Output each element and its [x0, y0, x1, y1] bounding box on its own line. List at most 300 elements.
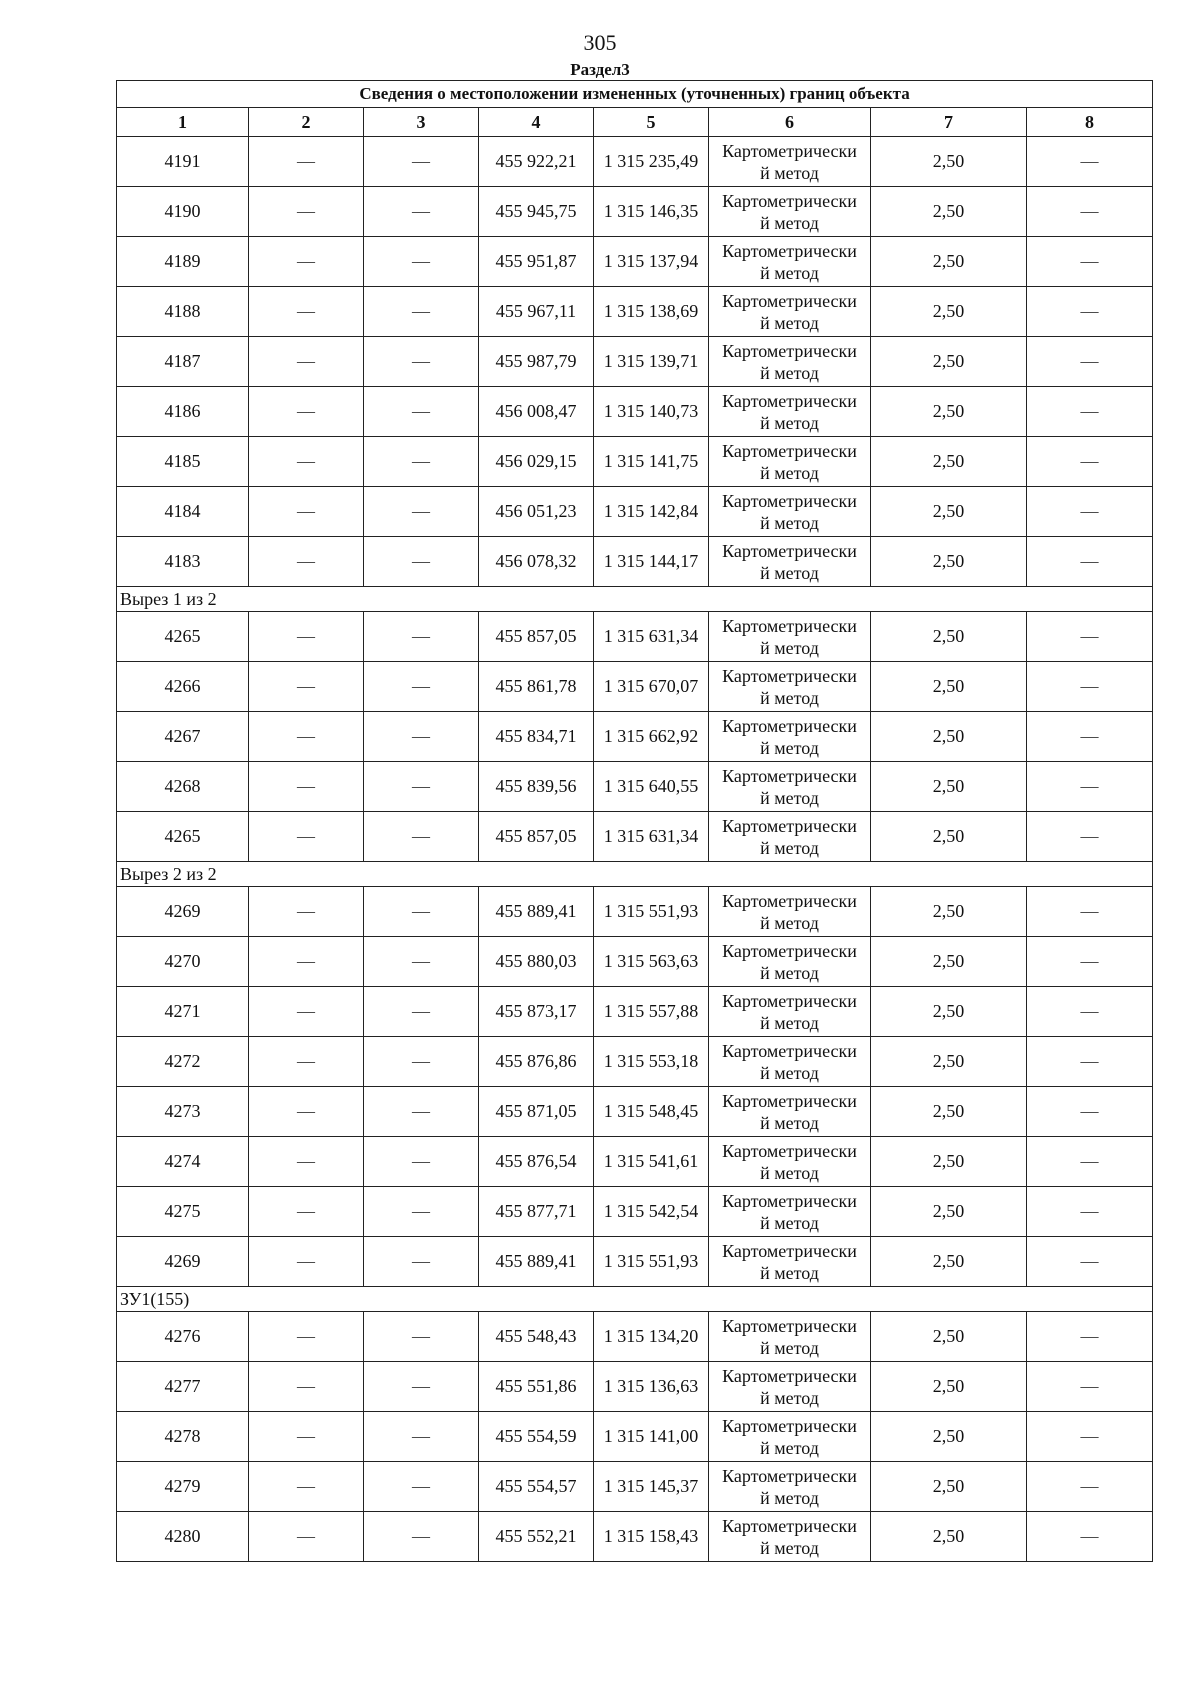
method: [709, 987, 871, 1037]
table-row: [117, 1462, 1153, 1512]
col2-dash: —: [249, 1087, 364, 1137]
point-number: 4188: [117, 287, 249, 337]
method-line-2: й метод: [760, 637, 819, 658]
method: [709, 237, 871, 287]
method-line-1: Картометрически: [722, 1465, 857, 1486]
col3-dash: —: [364, 812, 479, 862]
method: [709, 1462, 871, 1512]
method: [709, 812, 871, 862]
method-line-2: й метод: [760, 212, 819, 233]
col8-dash: —: [1027, 1362, 1153, 1412]
col2-dash: —: [249, 762, 364, 812]
col3-dash: —: [364, 712, 479, 762]
coord-y: 1 315 134,20: [594, 1312, 709, 1362]
col2-dash: —: [249, 812, 364, 862]
accuracy: 2,50: [871, 1412, 1027, 1462]
coord-y: 1 315 139,71: [594, 337, 709, 387]
coord-x: 455 554,59: [479, 1412, 594, 1462]
col2-dash: —: [249, 337, 364, 387]
method: [709, 287, 871, 337]
method-line-1: Картометрически: [722, 190, 857, 211]
method-line-2: й метод: [760, 687, 819, 708]
coord-x: 455 857,05: [479, 812, 594, 862]
coordinates-table: [116, 80, 1153, 1562]
col2-dash: —: [249, 487, 364, 537]
table-row: [117, 287, 1153, 337]
col3-dash: —: [364, 187, 479, 237]
table-row: [117, 1312, 1153, 1362]
method-line-2: й метод: [760, 962, 819, 983]
col3-dash: —: [364, 1512, 479, 1562]
col8-dash: —: [1027, 812, 1153, 862]
coord-x: 455 861,78: [479, 662, 594, 712]
method-line-1: Картометрически: [722, 140, 857, 161]
method-line-1: Картометрически: [722, 765, 857, 786]
point-number: 4185: [117, 437, 249, 487]
point-number: 4280: [117, 1512, 249, 1562]
table-title: Сведения о местоположении измененных (уточненных) границ объекта: [117, 81, 1153, 108]
accuracy: 2,50: [871, 812, 1027, 862]
accuracy: 2,50: [871, 187, 1027, 237]
column-number: 3: [364, 108, 479, 137]
method-line-1: Картометрически: [722, 1190, 857, 1211]
col8-dash: —: [1027, 712, 1153, 762]
col2-dash: —: [249, 237, 364, 287]
point-number: 4265: [117, 612, 249, 662]
table-row: [117, 1362, 1153, 1412]
coord-y: 1 315 557,88: [594, 987, 709, 1037]
coord-x: 456 029,15: [479, 437, 594, 487]
coord-y: 1 315 548,45: [594, 1087, 709, 1137]
table-row: [117, 537, 1153, 587]
method-line-1: Картометрически: [722, 540, 857, 561]
col2-dash: —: [249, 187, 364, 237]
table-row: [117, 487, 1153, 537]
coord-x: 455 889,41: [479, 1237, 594, 1287]
coord-x: 455 922,21: [479, 137, 594, 187]
col8-dash: —: [1027, 437, 1153, 487]
group-label-row: [117, 862, 1153, 887]
coord-x: 455 857,05: [479, 612, 594, 662]
accuracy: 2,50: [871, 1312, 1027, 1362]
col8-dash: —: [1027, 937, 1153, 987]
coord-x: 455 871,05: [479, 1087, 594, 1137]
accuracy: 2,50: [871, 387, 1027, 437]
col3-dash: —: [364, 1412, 479, 1462]
method: [709, 1237, 871, 1287]
point-number: 4273: [117, 1087, 249, 1137]
column-number: 2: [249, 108, 364, 137]
method: [709, 1137, 871, 1187]
accuracy: 2,50: [871, 1462, 1027, 1512]
method-line-2: й метод: [760, 1387, 819, 1408]
coord-y: 1 315 142,84: [594, 487, 709, 537]
col3-dash: —: [364, 287, 479, 337]
table-row: [117, 1087, 1153, 1137]
coord-y: 1 315 141,75: [594, 437, 709, 487]
method-line-2: й метод: [760, 562, 819, 583]
method-line-1: Картометрически: [722, 1515, 857, 1536]
col2-dash: —: [249, 1462, 364, 1512]
table-row: [117, 937, 1153, 987]
method-line-1: Картометрически: [722, 1315, 857, 1336]
table-row: [117, 437, 1153, 487]
col2-dash: —: [249, 612, 364, 662]
col2-dash: —: [249, 1187, 364, 1237]
method-line-2: й метод: [760, 1062, 819, 1083]
coord-y: 1 315 553,18: [594, 1037, 709, 1087]
table-row: [117, 1137, 1153, 1187]
col3-dash: —: [364, 437, 479, 487]
method-line-1: Картометрически: [722, 665, 857, 686]
coord-x: 455 967,11: [479, 287, 594, 337]
coord-x: 455 873,17: [479, 987, 594, 1037]
col8-dash: —: [1027, 137, 1153, 187]
accuracy: 2,50: [871, 137, 1027, 187]
method-line-2: й метод: [760, 1337, 819, 1358]
col8-dash: —: [1027, 1412, 1153, 1462]
point-number: 4274: [117, 1137, 249, 1187]
accuracy: 2,50: [871, 937, 1027, 987]
coord-x: 455 889,41: [479, 887, 594, 937]
col3-dash: —: [364, 537, 479, 587]
column-number: 4: [479, 108, 594, 137]
coord-y: 1 315 551,93: [594, 887, 709, 937]
coord-x: 455 834,71: [479, 712, 594, 762]
table-row: [117, 887, 1153, 937]
column-number: 6: [709, 108, 871, 137]
point-number: 4190: [117, 187, 249, 237]
accuracy: 2,50: [871, 237, 1027, 287]
method: [709, 712, 871, 762]
col2-dash: —: [249, 662, 364, 712]
accuracy: 2,50: [871, 1362, 1027, 1412]
coord-x: 455 839,56: [479, 762, 594, 812]
col2-dash: —: [249, 1412, 364, 1462]
col3-dash: —: [364, 1087, 479, 1137]
method: [709, 662, 871, 712]
method: [709, 187, 871, 237]
col3-dash: —: [364, 237, 479, 287]
accuracy: 2,50: [871, 887, 1027, 937]
method: [709, 1037, 871, 1087]
col8-dash: —: [1027, 1237, 1153, 1287]
coord-x: 455 551,86: [479, 1362, 594, 1412]
point-number: 4272: [117, 1037, 249, 1087]
coord-x: 455 876,54: [479, 1137, 594, 1187]
page-number: 305: [583, 30, 617, 55]
method-line-1: Картометрически: [722, 1040, 857, 1061]
coord-x: 455 987,79: [479, 337, 594, 387]
point-number: 4270: [117, 937, 249, 987]
col2-dash: —: [249, 1362, 364, 1412]
col3-dash: —: [364, 987, 479, 1037]
method-line-2: й метод: [760, 362, 819, 383]
col8-dash: —: [1027, 1512, 1153, 1562]
table-row: [117, 812, 1153, 862]
col8-dash: —: [1027, 287, 1153, 337]
col2-dash: —: [249, 287, 364, 337]
col3-dash: —: [364, 487, 479, 537]
table-row: [117, 1512, 1153, 1562]
method-line-1: Картометрически: [722, 615, 857, 636]
coord-x: 456 078,32: [479, 537, 594, 587]
col8-dash: —: [1027, 1137, 1153, 1187]
method-line-2: й метод: [760, 787, 819, 808]
method: [709, 1512, 871, 1562]
table-title-row: [117, 81, 1153, 108]
coord-x: 455 552,21: [479, 1512, 594, 1562]
point-number: 4184: [117, 487, 249, 537]
coord-y: 1 315 541,61: [594, 1137, 709, 1187]
method-line-1: Картометрически: [722, 815, 857, 836]
method-line-1: Картометрически: [722, 490, 857, 511]
column-number: 7: [871, 108, 1027, 137]
col2-dash: —: [249, 1237, 364, 1287]
col3-dash: —: [364, 387, 479, 437]
table-row: [117, 137, 1153, 187]
col2-dash: —: [249, 987, 364, 1037]
col3-dash: —: [364, 612, 479, 662]
table-row: [117, 237, 1153, 287]
section-title: Раздел3: [570, 60, 630, 79]
method: [709, 437, 871, 487]
point-number: 4186: [117, 387, 249, 437]
method: [709, 1362, 871, 1412]
col8-dash: —: [1027, 1462, 1153, 1512]
point-number: 4278: [117, 1412, 249, 1462]
method-line-1: Картометрически: [722, 715, 857, 736]
method-line-2: й метод: [760, 912, 819, 933]
table-row: [117, 762, 1153, 812]
accuracy: 2,50: [871, 1137, 1027, 1187]
coord-x: 456 008,47: [479, 387, 594, 437]
point-number: 4275: [117, 1187, 249, 1237]
coord-y: 1 315 235,49: [594, 137, 709, 187]
point-number: 4277: [117, 1362, 249, 1412]
method-line-1: Картометрически: [722, 340, 857, 361]
method: [709, 487, 871, 537]
method-line-1: Картометрически: [722, 390, 857, 411]
point-number: 4279: [117, 1462, 249, 1512]
coord-x: 456 051,23: [479, 487, 594, 537]
method-line-2: й метод: [760, 312, 819, 333]
col8-dash: —: [1027, 337, 1153, 387]
col8-dash: —: [1027, 887, 1153, 937]
col8-dash: —: [1027, 662, 1153, 712]
accuracy: 2,50: [871, 437, 1027, 487]
table-row: [117, 387, 1153, 437]
coord-y: 1 315 136,63: [594, 1362, 709, 1412]
col3-dash: —: [364, 137, 479, 187]
table-row: [117, 1237, 1153, 1287]
table-row: [117, 712, 1153, 762]
coord-y: 1 315 144,17: [594, 537, 709, 587]
coord-x: 455 554,57: [479, 1462, 594, 1512]
col2-dash: —: [249, 1512, 364, 1562]
coord-y: 1 315 158,43: [594, 1512, 709, 1562]
method-line-1: Картометрически: [722, 1365, 857, 1386]
col2-dash: —: [249, 712, 364, 762]
point-number: 4276: [117, 1312, 249, 1362]
method-line-1: Картометрически: [722, 440, 857, 461]
point-number: 4189: [117, 237, 249, 287]
coord-y: 1 315 551,93: [594, 1237, 709, 1287]
col8-dash: —: [1027, 987, 1153, 1037]
coord-y: 1 315 542,54: [594, 1187, 709, 1237]
method-line-2: й метод: [760, 1162, 819, 1183]
col3-dash: —: [364, 1187, 479, 1237]
col3-dash: —: [364, 762, 479, 812]
col2-dash: —: [249, 1137, 364, 1187]
accuracy: 2,50: [871, 1237, 1027, 1287]
coord-y: 1 315 145,37: [594, 1462, 709, 1512]
col2-dash: —: [249, 537, 364, 587]
col3-dash: —: [364, 1362, 479, 1412]
table-row: [117, 612, 1153, 662]
table-row: [117, 662, 1153, 712]
col8-dash: —: [1027, 487, 1153, 537]
accuracy: 2,50: [871, 487, 1027, 537]
coord-x: 455 945,75: [479, 187, 594, 237]
method-line-1: Картометрически: [722, 990, 857, 1011]
table-row: [117, 1412, 1153, 1462]
coord-y: 1 315 631,34: [594, 612, 709, 662]
accuracy: 2,50: [871, 287, 1027, 337]
group-label: Вырез 1 из 2: [117, 587, 1153, 612]
method-line-2: й метод: [760, 1112, 819, 1133]
table-row: [117, 987, 1153, 1037]
col8-dash: —: [1027, 1312, 1153, 1362]
col3-dash: —: [364, 1462, 479, 1512]
col3-dash: —: [364, 1137, 479, 1187]
coord-y: 1 315 137,94: [594, 237, 709, 287]
col3-dash: —: [364, 1037, 479, 1087]
method: [709, 337, 871, 387]
point-number: 4271: [117, 987, 249, 1037]
coord-x: 455 876,86: [479, 1037, 594, 1087]
coord-x: 455 548,43: [479, 1312, 594, 1362]
method-line-1: Картометрически: [722, 1240, 857, 1261]
col2-dash: —: [249, 887, 364, 937]
method-line-2: й метод: [760, 162, 819, 183]
accuracy: 2,50: [871, 712, 1027, 762]
method: [709, 387, 871, 437]
point-number: 4269: [117, 887, 249, 937]
group-label: ЗУ1(155): [117, 1287, 1153, 1312]
column-number-row: [117, 108, 1153, 137]
group-label: Вырез 2 из 2: [117, 862, 1153, 887]
method: [709, 1087, 871, 1137]
col2-dash: —: [249, 387, 364, 437]
col3-dash: —: [364, 937, 479, 987]
col8-dash: —: [1027, 187, 1153, 237]
method-line-2: й метод: [760, 1212, 819, 1233]
coord-y: 1 315 640,55: [594, 762, 709, 812]
col3-dash: —: [364, 337, 479, 387]
method-line-1: Картометрически: [722, 1090, 857, 1111]
col8-dash: —: [1027, 387, 1153, 437]
coord-y: 1 315 662,92: [594, 712, 709, 762]
method-line-1: Картометрически: [722, 890, 857, 911]
accuracy: 2,50: [871, 987, 1027, 1037]
method-line-2: й метод: [760, 837, 819, 858]
method: [709, 137, 871, 187]
col3-dash: —: [364, 1237, 479, 1287]
coord-y: 1 315 670,07: [594, 662, 709, 712]
col3-dash: —: [364, 1312, 479, 1362]
method-line-1: Картометрически: [722, 1140, 857, 1161]
column-number: 1: [117, 108, 249, 137]
col8-dash: —: [1027, 1087, 1153, 1137]
table-row: [117, 1187, 1153, 1237]
method-line-2: й метод: [760, 1537, 819, 1558]
coord-y: 1 315 141,00: [594, 1412, 709, 1462]
accuracy: 2,50: [871, 612, 1027, 662]
accuracy: 2,50: [871, 762, 1027, 812]
method-line-1: Картометрически: [722, 1415, 857, 1436]
coord-y: 1 315 140,73: [594, 387, 709, 437]
col2-dash: —: [249, 937, 364, 987]
point-number: 4183: [117, 537, 249, 587]
method-line-1: Картометрически: [722, 290, 857, 311]
method-line-2: й метод: [760, 412, 819, 433]
col8-dash: —: [1027, 237, 1153, 287]
method: [709, 762, 871, 812]
coord-y: 1 315 563,63: [594, 937, 709, 987]
point-number: 4265: [117, 812, 249, 862]
accuracy: 2,50: [871, 1512, 1027, 1562]
group-label-row: [117, 587, 1153, 612]
method: [709, 887, 871, 937]
col2-dash: —: [249, 137, 364, 187]
col8-dash: —: [1027, 1187, 1153, 1237]
accuracy: 2,50: [871, 1037, 1027, 1087]
col8-dash: —: [1027, 612, 1153, 662]
accuracy: 2,50: [871, 537, 1027, 587]
point-number: 4266: [117, 662, 249, 712]
method-line-2: й метод: [760, 1012, 819, 1033]
coord-y: 1 315 138,69: [594, 287, 709, 337]
method: [709, 937, 871, 987]
col2-dash: —: [249, 1037, 364, 1087]
method: [709, 1412, 871, 1462]
point-number: 4191: [117, 137, 249, 187]
method: [709, 612, 871, 662]
method-line-2: й метод: [760, 737, 819, 758]
col2-dash: —: [249, 1312, 364, 1362]
method-line-1: Картометрически: [722, 240, 857, 261]
method-line-2: й метод: [760, 1487, 819, 1508]
method-line-2: й метод: [760, 1262, 819, 1283]
coord-y: 1 315 631,34: [594, 812, 709, 862]
method-line-2: й метод: [760, 462, 819, 483]
coord-x: 455 880,03: [479, 937, 594, 987]
coord-y: 1 315 146,35: [594, 187, 709, 237]
method-line-2: й метод: [760, 262, 819, 283]
method: [709, 1312, 871, 1362]
group-label-row: [117, 1287, 1153, 1312]
coord-x: 455 951,87: [479, 237, 594, 287]
point-number: 4268: [117, 762, 249, 812]
method: [709, 537, 871, 587]
table-row: [117, 187, 1153, 237]
method-line-2: й метод: [760, 512, 819, 533]
accuracy: 2,50: [871, 662, 1027, 712]
column-number: 8: [1027, 108, 1153, 137]
table-row: [117, 337, 1153, 387]
point-number: 4269: [117, 1237, 249, 1287]
